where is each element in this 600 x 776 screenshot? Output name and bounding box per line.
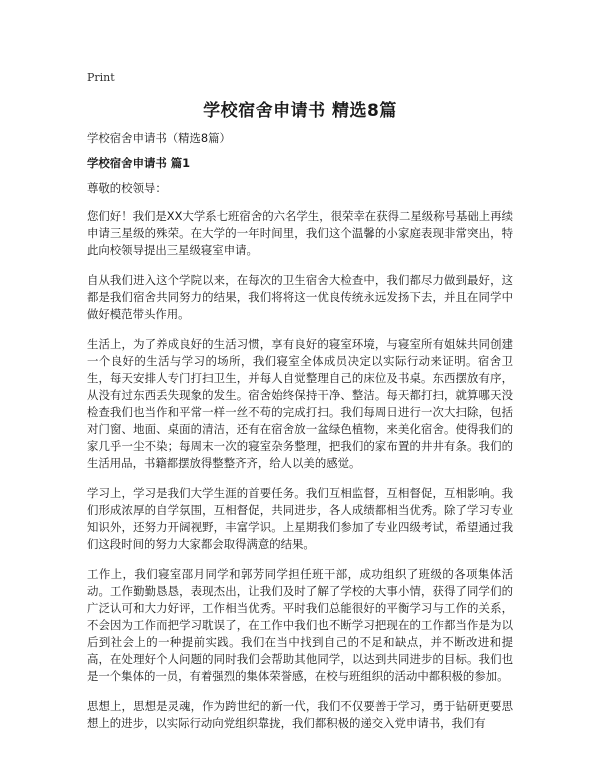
paragraph: 生活上，为了养成良好的生活习惯，享有良好的寝室环境，与寝室所有姐妹共同创建一个良好的生活与学习的场所，我们寝室全体成员决定以实际行动来证明。宿舍卫生，每天安排人专门打扫卫生，并每人自觉整理自己的床位及书桌。东西摆放有序，从没有过东西丢失现象的发生。宿舍始终保持干净、整洁。每天都打扫，就算哪天没检查我们也当作和平常一样一丝不苟的完成打扫。我们每周日进行一次大扫除，包括对门窗、地面、桌面的清洁，还有在宿舍放一盆绿色植物，来美化宿舍。使得我们的家几乎一尘不染；每周末一次的寝室杂务整理，把我们的家布置的井井有条。我们的生活用品，书籍都摆放得整整齐齐，给人以美的感觉。: [87, 337, 513, 470]
paragraph: 自从我们进入这个学院以来，在每次的卫生宿舍大检查中，我们都尽力做到最好，这都是我们宿舍共同努力的结果，我们将将这一优良传统永远发扬下去，并且在同学中做好模范带头作用。: [87, 273, 513, 321]
greeting: 尊敬的校领导：: [87, 181, 167, 195]
paragraph: 您们好！我们是XX大学系七班宿舍的六名学生，很荣幸在获得二星级称号基础上再续申请三星级的殊荣。在大学的一年时间里，我们这个温馨的小家庭表现非常突出，特此向校领导提出三星级寝室申请。: [87, 209, 513, 257]
document-title: 学校宿舍申请书 精选8篇: [203, 101, 397, 121]
print-label[interactable]: Print: [87, 71, 115, 84]
document-subtitle: 学校宿舍申请书（精选8篇）: [87, 131, 231, 145]
section-heading: 学校宿舍申请书 篇1: [87, 156, 191, 170]
paragraph: 思想上，思想是灵魂，作为跨世纪的新一代，我们不仅要善于学习，勇于钻研更要思想上的进步，以实际行动向党组织靠拢，我们都积极的递交入党申请书，我们有: [87, 699, 513, 730]
paragraph: 工作上，我们寝室邵月同学和郭芳同学担任班干部，成功组织了班级的各项集体活动。工作勤勤恳恳，表现杰出，让我们及时了解了学校的大事小情，获得了同学们的广泛认可和大力好评，工作相当优秀。平时我们总能很好的平衡学习与工作的关系，不会因为工作而把学习耽误了，在工作中我们也不断学习把现在的工作都当作是为以后到社会上的一种提前实践。我们在当中找到自己的不足和缺点，并不断改进和提高，在处理好个人问题的同时我们会帮助其他同学，以达到共同进步的目标。我们也是一个集体的一员，有着强烈的集体荣誉感，在校与班组织的活动中都积极的参加。: [87, 567, 513, 683]
paragraph: 学习上，学习是我们大学生涯的首要任务。我们互相监督，互相督促，互相影响。我们形成浓厚的自学氛围，互相督促，共同进步，各人成绩都相当优秀。除了学习专业知识外，还努力开阔视野，丰富学识。上星期我们参加了专业四级考试，希望通过我们这段时间的努力大家都会取得满意的结果。: [87, 486, 513, 551]
document-body: [87, 130, 513, 745]
